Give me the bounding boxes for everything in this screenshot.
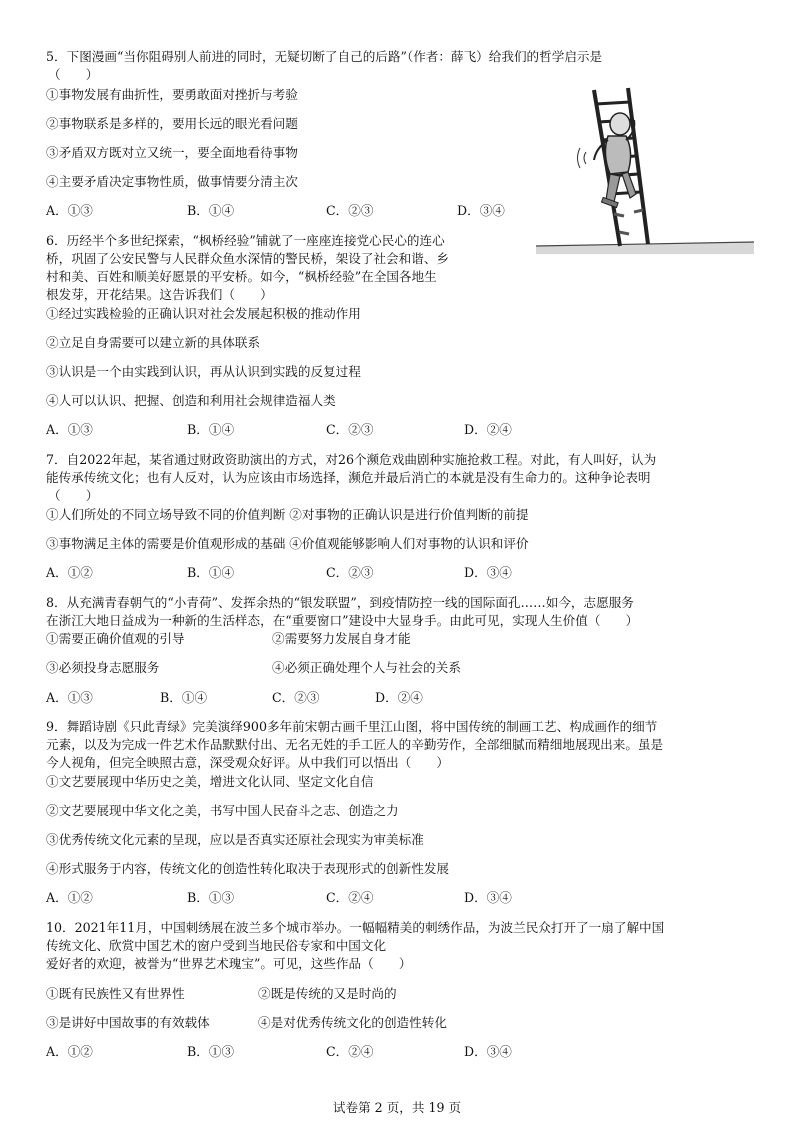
- question-9-item-3: ③优秀传统文化元素的呈现，应以是否真实还原社会现实为审美标准: [46, 832, 424, 847]
- question-6-item-4: ④人可以认识、把握、创造和利用社会规律造福人类: [46, 393, 336, 408]
- question-10-item-4: ④是对优秀传统文化的创造性转化: [258, 1015, 447, 1030]
- question-6-stem-line-1: 6．历经半个多世纪探索，“枫桥经验”铺就了一座座连接党心民心的连心: [46, 233, 445, 248]
- question-10-item-3: ③是讲好中国故事的有效载体: [46, 1015, 210, 1030]
- question-7-stem-line-1: 7．自2022年起，某省通过财政资助演出的方式，对26个濒危戏曲剧种实施抢救工程。对此，有人叫好，认为: [46, 452, 657, 467]
- question-9-option-c: C．②④: [326, 890, 374, 905]
- question-6-stem-line-2: 桥，巩固了公安民警与人民群众鱼水深情的警民桥，架设了社会和谐、乡: [46, 251, 449, 266]
- question-6-option-a: A．①③: [46, 422, 93, 437]
- question-9-item-1: ①文艺要展现中华历史之美，增进文化认同、坚定文化自信: [46, 774, 374, 789]
- question-6-item-3: ③认识是一个由实践到认识，再从认识到实践的反复过程: [46, 364, 361, 379]
- question-10-item-2: ②既是传统的又是时尚的: [258, 986, 397, 1001]
- question-9-stem-line-3: 今人视角，但完全映照古意，深受观众好评。从中我们可以悟出（ ）: [46, 755, 449, 770]
- question-7-option-b: B．①④: [187, 565, 235, 580]
- question-6-option-c: C．②③: [326, 422, 374, 437]
- question-5-item-1: ①事物发展有曲折性，要勇敢面对挫折与考验: [46, 87, 298, 102]
- question-8-item-1: ①需要正确价值观的引导: [46, 631, 185, 646]
- question-8-option-d: D．②④: [375, 690, 423, 705]
- question-6-option-b: B．①④: [187, 422, 235, 437]
- question-8-option-b: B．①④: [160, 690, 208, 705]
- question-10-option-c: C．②④: [326, 1044, 374, 1059]
- question-10-item-1: ①既有民族性又有世界性: [46, 986, 185, 1001]
- page-footer: 试卷第 2 页，共 19 页: [332, 1100, 462, 1115]
- question-6-stem-line-3: 村和美、百姓和顺美好愿景的平安桥。如今，“枫桥经验”在全国各地生: [46, 269, 437, 284]
- question-10-option-b: B．①③: [187, 1044, 235, 1059]
- question-10-stem-line-1: 10．2021年11月，中国刺绣展在波兰多个城市举办。一幅幅精美的刺绣作品，为波兰民众打开了一扇了解中国: [46, 920, 665, 935]
- question-9-item-4: ④形式服务于内容，传统文化的创造性转化取决于表现形式的创新性发展: [46, 861, 449, 876]
- question-5-stem-line-2: （ ）: [48, 67, 99, 82]
- question-5-item-2: ②事物联系是多样的，要用长远的眼光看问题: [46, 116, 298, 131]
- question-6-stem-line-4: 根发芽，开花结果。这告诉我们（ ）: [46, 287, 273, 302]
- question-8-item-2: ②需要努力发展自身才能: [272, 631, 411, 646]
- question-5-item-4: ④主要矛盾决定事物性质，做事情要分清主次: [46, 174, 298, 189]
- question-5-option-b: B．①④: [187, 203, 235, 218]
- question-10-stem-line-3: 爱好者的欢迎，被誉为“世界艺术瑰宝”。可见，这些作品（ ）: [46, 956, 412, 971]
- question-5-stem-line-1: 5．下图漫画“当你阻碍别人前进的同时，无疑切断了自己的后路”（作者：薛飞）给我们的哲学启示是: [46, 49, 603, 64]
- question-5-option-a: A．①③: [46, 203, 93, 218]
- question-7-stem-line-3: （ ）: [48, 488, 99, 503]
- question-8-item-4: ④必须正确处理个人与社会的关系: [272, 660, 461, 675]
- question-7-items-line-1: ①人们所处的不同立场导致不同的价值判断 ②对事物的正确认识是进行价值判断的前提: [46, 507, 529, 522]
- question-8-item-3: ③必须投身志愿服务: [46, 660, 160, 675]
- question-7-option-c: C．②③: [326, 565, 374, 580]
- question-9-item-2: ②文艺要展现中华文化之美，书写中国人民奋斗之志、创造之力: [46, 803, 399, 818]
- question-7-option-d: D．③④: [464, 565, 512, 580]
- question-7-items-line-2: ③事物满足主体的需要是价值观形成的基础 ④价值观能够影响人们对事物的认识和评价: [46, 536, 529, 551]
- question-8-stem-line-1: 8．从充满青春朝气的“小青荷”、发挥余热的“银发联盟”，到疫情防控一线的国际面孔……如今，志愿服务: [46, 595, 634, 610]
- question-7-option-a: A．①②: [46, 565, 93, 580]
- question-10-option-a: A．①②: [46, 1044, 93, 1059]
- ladder-cartoon-image: [536, 82, 754, 254]
- question-5-option-d: D．③④: [457, 203, 505, 218]
- question-9-option-a: A．①②: [46, 890, 93, 905]
- question-5-item-3: ③矛盾双方既对立又统一，要全面地看待事物: [46, 145, 298, 160]
- question-8-stem-line-2: 在浙江大地日益成为一种新的生活样态，在“重要窗口”建设中大显身手。由此可见，实现人生价值（ ）: [46, 613, 639, 628]
- question-9-option-d: D．③④: [464, 890, 512, 905]
- question-9-stem-line-2: 元素，以及为完成一件艺术作品默默付出、无名无姓的手工匠人的辛勤劳作，全部细腻而精细地展现出来。虽是: [46, 737, 664, 752]
- question-10-stem-line-2: 传统文化、欣赏中国艺术的窗户受到当地民俗专家和中国文化: [46, 938, 387, 953]
- question-10-option-d: D．③④: [464, 1044, 512, 1059]
- question-6-item-2: ②立足自身需要可以建立新的具体联系: [46, 335, 261, 350]
- question-6-option-d: D．②④: [464, 422, 512, 437]
- question-7-stem-line-2: 能传承传统文化；也有人反对，认为应该由市场选择，濒危并最后消亡的本就是没有生命力的。这种争论表明: [46, 470, 651, 485]
- question-8-option-a: A．①③: [46, 690, 93, 705]
- question-6-item-1: ①经过实践检验的正确认识对社会发展起积极的推动作用: [46, 306, 361, 321]
- question-5-option-c: C．②③: [326, 203, 374, 218]
- question-9-option-b: B．①③: [187, 890, 235, 905]
- question-9-stem-line-1: 9．舞蹈诗剧《只此青绿》完美演绎900多年前宋朝古画千里江山图，将中国传统的制画工艺、构成画作的细节: [46, 719, 658, 734]
- question-8-option-c: C．②③: [272, 690, 320, 705]
